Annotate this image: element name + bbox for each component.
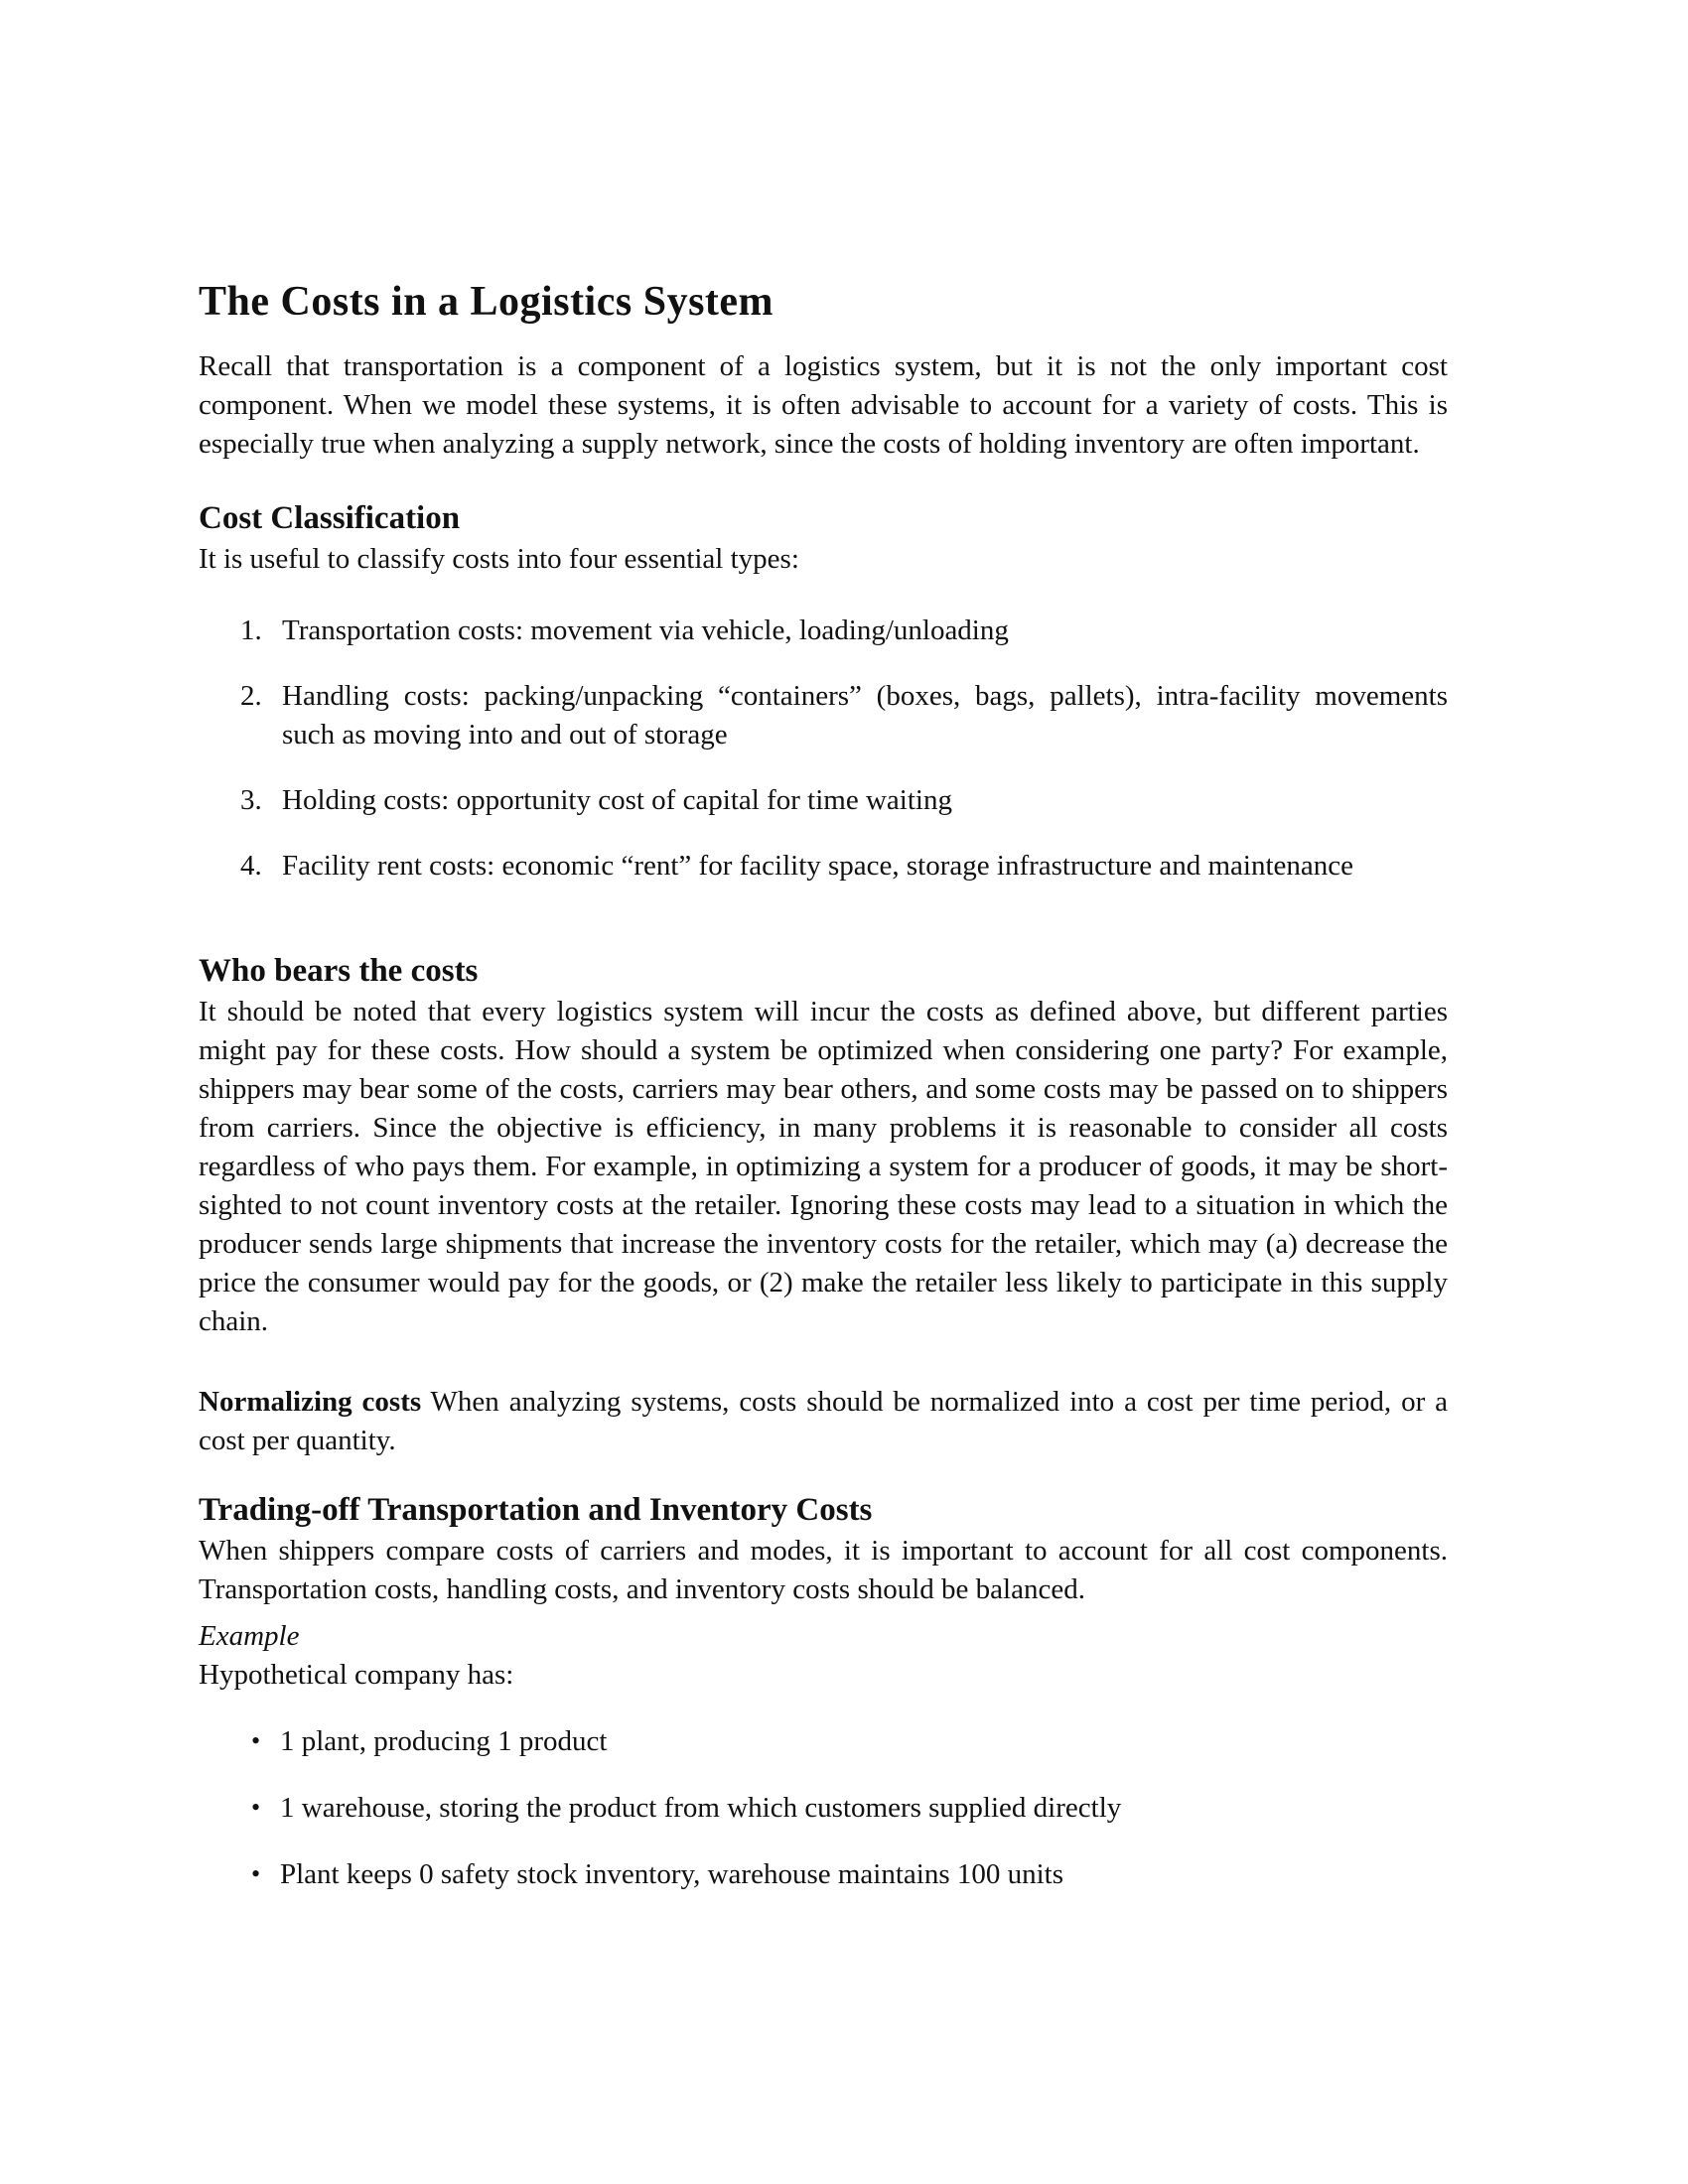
list-item-number: 2. <box>240 680 262 712</box>
heading-who-bears-costs: Who bears the costs <box>199 953 479 989</box>
list-item <box>199 781 1448 820</box>
bullet-icon: • <box>251 1726 261 1755</box>
list-item-number: 3. <box>240 784 262 816</box>
list-item <box>199 1789 1448 1828</box>
list-item-text: Transportation costs: movement via vehicle, loading/unloading <box>282 614 1009 646</box>
list-item-text: Facility rent costs: economic “rent” for facility space, storage infrastructure and maintenance <box>282 850 1353 882</box>
list-item-text: 1 warehouse, storing the product from which customers supplied directly <box>280 1792 1122 1824</box>
example-lead: Hypothetical company has: <box>199 1659 514 1691</box>
list-item <box>199 677 1448 754</box>
list-item <box>199 1722 1448 1761</box>
heading-trading-off: Trading-off Transportation and Inventory Costs <box>199 1492 873 1528</box>
list-item <box>199 1855 1448 1894</box>
list-item-text: Plant keeps 0 safety stock inventory, warehouse maintains 100 units <box>280 1858 1064 1890</box>
list-item-number: 4. <box>240 850 262 882</box>
cost-types-list <box>199 612 1448 886</box>
normalizing-costs-paragraph <box>199 1383 1448 1460</box>
list-item-text: Handling costs: packing/unpacking “containers” (boxes, bags, pallets), intra-facility movements such as moving into and out of storage <box>282 680 1448 751</box>
normalizing-costs-text: When analyzing systems, costs should be normalized into a cost per time period, or a cost per quantity. <box>199 1386 1449 1456</box>
trading-off-paragraph: When shippers compare costs of carriers and modes, it is important to account for all cost components. Transportation costs, handling costs, and inventory costs should be balanced. <box>199 1535 1448 1605</box>
intro-paragraph: Recall that transportation is a component of a logistics system, but it is not the only important cost component. When we model these systems, it is often advisable to account for a variety of costs. This is especially true when analyzing a supply network, since the costs of holding inventory are often important. <box>199 350 1448 460</box>
bullet-icon: • <box>251 1859 261 1888</box>
page-title: The Costs in a Logistics System <box>199 279 774 325</box>
document-content <box>199 278 1448 1894</box>
list-item-text: Holding costs: opportunity cost of capital for time waiting <box>282 784 952 816</box>
bullet-icon: • <box>251 1793 261 1822</box>
cost-classification-lead: It is useful to classify costs into four essential types: <box>199 543 799 575</box>
list-item <box>199 847 1448 886</box>
normalizing-costs-runin-heading: Normalizing costs <box>199 1386 422 1418</box>
example-label: Example <box>199 1620 300 1652</box>
list-item <box>199 612 1448 650</box>
heading-cost-classification: Cost Classification <box>199 500 461 536</box>
list-item-number: 1. <box>240 614 262 646</box>
example-bullet-list <box>199 1722 1448 1894</box>
who-bears-paragraph: It should be noted that every logistics system will incur the costs as defined above, but different parties might pay for these costs. How should a system be optimized when considering one party? For example, shippers may bear some of the costs, carriers may bear others, and some costs may be passed on to shippers from carriers. Since the objective is efficiency, in many problems it is reasonable to consider all costs regardless of who pays them. For example, in optimizing a system for a producer of goods, it may be short-sighted to not count inventory costs at the retailer. Ignoring these costs may lead to a situation in which the producer sends large shipments that increase the inventory costs for the retailer, which may (a) decrease the price the consumer would pay for the goods, or (2) make the retailer less likely to participate in this supply chain. <box>199 996 1448 1337</box>
list-item-text: 1 plant, producing 1 product <box>280 1725 608 1757</box>
